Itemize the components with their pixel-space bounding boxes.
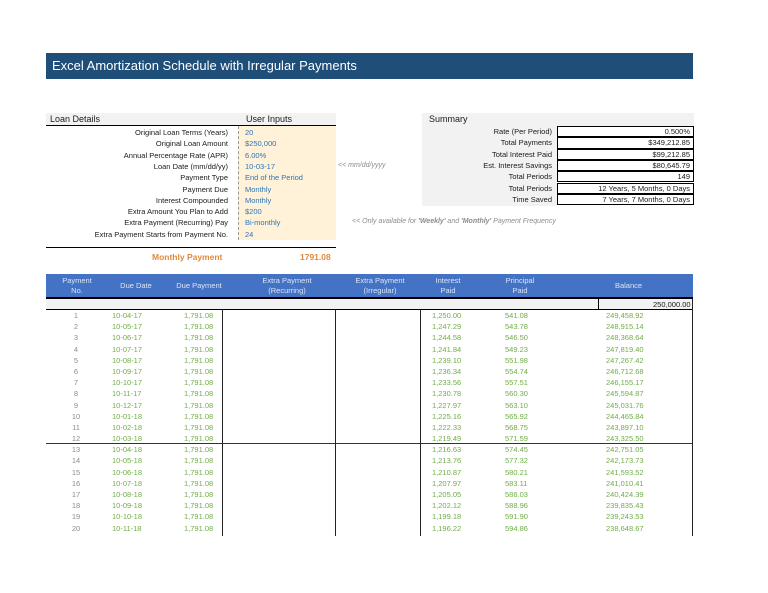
loan-detail-input[interactable]: $200 xyxy=(245,207,262,217)
due-payment-cell[interactable]: 1,791.08 xyxy=(184,445,214,455)
loan-detail-row xyxy=(46,172,336,183)
column-header[interactable]: Payment No. xyxy=(62,275,92,295)
balance-cell[interactable]: 238,648.67 xyxy=(606,523,644,533)
interest-paid-cell[interactable]: 1,210.87 xyxy=(432,467,462,477)
table-row xyxy=(46,455,693,466)
balance-cell[interactable]: 245,594.87 xyxy=(606,389,644,399)
due-date-cell[interactable]: 10-09-17 xyxy=(112,366,143,376)
balance-cell[interactable]: 248,915.14 xyxy=(606,322,644,332)
balance-cell[interactable]: 248,368.64 xyxy=(606,333,644,343)
loan-detail-label: Payment Type xyxy=(180,173,228,183)
loan-detail-label: Original Loan Amount xyxy=(155,139,228,149)
table-row xyxy=(46,400,693,411)
loan-detail-row xyxy=(46,229,336,240)
payment-no-cell[interactable]: 3 xyxy=(73,333,79,343)
interest-paid-cell[interactable]: 1,222.33 xyxy=(432,422,462,432)
summary-row xyxy=(422,126,694,137)
payment-no-cell[interactable]: 4 xyxy=(73,344,79,354)
loan-detail-input[interactable]: Bi-monthly xyxy=(245,218,281,228)
due-date-cell[interactable]: 10-08-17 xyxy=(112,355,143,365)
summary-row xyxy=(422,137,694,148)
loan-detail-label: Annual Percentage Rate (APR) xyxy=(123,150,228,160)
principal-paid-cell[interactable]: 554.74 xyxy=(505,366,528,376)
principal-paid-cell[interactable]: 574.45 xyxy=(505,445,528,455)
balance-cell[interactable]: 249,458.92 xyxy=(606,311,644,320)
grid-line xyxy=(692,299,693,536)
due-date-cell[interactable]: 10-07-17 xyxy=(112,344,143,354)
summary-row xyxy=(422,183,694,194)
loan-detail-input[interactable]: Monthly xyxy=(245,184,272,194)
due-payment-cell[interactable]: 1,791.08 xyxy=(184,366,214,376)
principal-paid-cell[interactable]: 565.92 xyxy=(505,411,528,421)
due-payment-cell[interactable]: 1,791.08 xyxy=(184,389,214,399)
table-row xyxy=(46,478,693,489)
loan-detail-label: Payment Due xyxy=(182,184,228,194)
monthly-payment-value[interactable]: 1791.08 xyxy=(300,252,331,262)
loan-detail-row xyxy=(46,127,336,138)
interest-paid-cell[interactable]: 1,219.49 xyxy=(432,434,462,444)
payment-no-cell[interactable]: 9 xyxy=(73,400,79,410)
sheet-title: Excel Amortization Schedule with Irregular Payments xyxy=(46,53,693,79)
principal-paid-cell[interactable]: 568.75 xyxy=(505,422,528,432)
table-row xyxy=(46,377,693,388)
due-date-cell[interactable]: 10-03-18 xyxy=(112,434,143,444)
due-payment-cell[interactable]: 1,791.08 xyxy=(184,311,214,320)
table-row xyxy=(46,332,693,343)
table-row xyxy=(46,444,693,455)
table-row xyxy=(46,467,693,478)
interest-paid-cell[interactable]: 1,239.10 xyxy=(432,355,462,365)
summary-row xyxy=(422,171,694,182)
payment-no-cell[interactable]: 17 xyxy=(71,490,81,499)
due-payment-cell[interactable]: 1,791.08 xyxy=(184,512,214,522)
loan-detail-label: Extra Amount You Plan to Add xyxy=(127,207,228,217)
balance-cell[interactable]: 243,325.50 xyxy=(606,434,644,444)
due-date-cell[interactable]: 10-01-18 xyxy=(112,411,143,421)
balance-cell[interactable]: 243,897.10 xyxy=(606,422,644,432)
table-row xyxy=(46,388,693,399)
summary-value[interactable]: 149 xyxy=(557,171,694,182)
due-date-cell[interactable]: 10-08-18 xyxy=(112,490,143,499)
table-row xyxy=(46,355,693,366)
payment-no-cell[interactable]: 7 xyxy=(73,378,79,388)
due-payment-cell[interactable]: 1,791.08 xyxy=(184,355,214,365)
column-header[interactable]: Interest Paid xyxy=(435,275,461,295)
loan-detail-label: Original Loan Terms (Years) xyxy=(135,128,228,137)
principal-paid-cell[interactable]: 583.11 xyxy=(505,478,528,488)
loan-detail-input[interactable]: $250,000 xyxy=(245,139,277,149)
interest-paid-cell[interactable]: 1,213.76 xyxy=(432,456,462,466)
principal-paid-cell[interactable]: 543.78 xyxy=(505,322,528,332)
summary-label: Total Periods xyxy=(508,183,552,193)
loan-detail-input[interactable]: 10-03-17 xyxy=(245,161,276,171)
column-header[interactable]: Extra Payment (Irregular) xyxy=(355,275,405,295)
payment-no-cell[interactable]: 14 xyxy=(71,456,81,466)
table-row xyxy=(46,411,693,422)
due-payment-cell[interactable]: 1,791.08 xyxy=(184,467,214,477)
due-payment-cell[interactable]: 1,791.08 xyxy=(184,322,214,332)
due-payment-cell[interactable]: 1,791.08 xyxy=(184,333,214,343)
opening-balance-row xyxy=(46,299,693,310)
interest-paid-cell[interactable]: 1,207.97 xyxy=(432,478,462,488)
table-row xyxy=(46,366,693,377)
column-header[interactable]: Due Date xyxy=(120,280,152,290)
opening-balance[interactable]: 250,000.00 xyxy=(598,299,739,310)
summary-label: Time Saved xyxy=(512,194,552,204)
interest-paid-cell[interactable]: 1,236.34 xyxy=(432,366,462,376)
payment-no-cell[interactable]: 6 xyxy=(73,366,79,376)
payment-no-cell[interactable]: 1 xyxy=(73,311,79,320)
due-date-cell[interactable]: 10-02-18 xyxy=(112,422,143,432)
loan-detail-row xyxy=(46,195,336,206)
monthly-payment-label: Monthly Payment xyxy=(152,252,223,262)
principal-paid-cell[interactable]: 571.59 xyxy=(505,434,528,444)
loan-detail-row xyxy=(46,206,336,217)
summary-value[interactable]: 7 Years, 7 Months, 0 Days xyxy=(557,194,694,205)
principal-paid-cell[interactable]: 560.30 xyxy=(505,389,528,399)
date-format-note: << mm/dd/yyyy xyxy=(338,162,386,169)
interest-paid-cell[interactable]: 1,250.00 xyxy=(432,311,462,320)
interest-paid-cell[interactable]: 1,230.78 xyxy=(432,389,462,399)
summary-label: Total Interest Paid xyxy=(491,149,552,159)
balance-cell[interactable]: 241,010.41 xyxy=(606,478,644,488)
payment-no-cell[interactable]: 15 xyxy=(71,467,81,477)
payment-no-cell[interactable]: 11 xyxy=(72,422,80,432)
due-payment-cell[interactable]: 1,791.08 xyxy=(184,434,214,444)
loan-detail-row xyxy=(46,150,336,161)
balance-cell[interactable]: 239,835.43 xyxy=(606,501,644,511)
column-header[interactable]: Balance xyxy=(614,280,643,290)
summary-label: Total Payments xyxy=(500,138,552,148)
summary-row xyxy=(422,194,694,205)
payment-no-cell[interactable]: 12 xyxy=(71,434,81,444)
interest-paid-cell[interactable]: 1,227.97 xyxy=(432,400,462,410)
due-date-cell[interactable]: 10-12-17 xyxy=(112,400,143,410)
due-date-cell[interactable]: 10-10-18 xyxy=(112,512,143,522)
loan-detail-label: Interest Compounded xyxy=(155,195,228,205)
payment-no-cell[interactable]: 19 xyxy=(71,512,81,522)
principal-paid-cell[interactable]: 580.21 xyxy=(505,467,528,477)
summary-label: Est. Interest Savings xyxy=(483,160,552,170)
table-row xyxy=(46,523,693,534)
principal-paid-cell[interactable]: 586.03 xyxy=(505,490,528,499)
balance-cell[interactable]: 247,819.40 xyxy=(606,344,644,354)
frequency-note: << Only available for 'Weekly' and 'Monthly' Payment Frequency xyxy=(352,218,556,225)
interest-paid-cell[interactable]: 1,233.56 xyxy=(432,378,462,388)
table-row xyxy=(46,310,693,321)
loan-detail-label: Extra Payment (Recurring) Pay xyxy=(124,218,228,228)
summary-row xyxy=(422,149,694,160)
interest-paid-cell[interactable]: 1,199.18 xyxy=(432,512,462,522)
principal-paid-cell[interactable]: 541.08 xyxy=(505,311,528,320)
due-payment-cell[interactable]: 1,791.08 xyxy=(184,478,214,488)
table-row xyxy=(46,422,693,433)
loan-detail-input[interactable]: Monthly xyxy=(245,195,272,205)
principal-paid-cell[interactable]: 546.50 xyxy=(505,333,528,343)
loan-details-header xyxy=(46,113,336,126)
column-header[interactable]: Principal Paid xyxy=(505,275,535,295)
table-row xyxy=(46,489,693,500)
schedule-table-header xyxy=(46,274,693,299)
payment-no-cell[interactable]: 20 xyxy=(71,523,81,533)
due-date-cell[interactable]: 10-06-18 xyxy=(112,467,143,477)
table-row xyxy=(46,321,693,332)
loan-detail-label: Loan Date (mm/dd/yy) xyxy=(153,161,228,171)
payment-no-cell[interactable]: 8 xyxy=(73,389,79,399)
due-date-cell[interactable]: 10-11-17 xyxy=(112,389,142,399)
schedule-table-body xyxy=(46,310,693,534)
balance-cell[interactable]: 241,593.52 xyxy=(606,467,644,477)
summary-label: Total Periods xyxy=(508,172,552,182)
summary-label: Rate (Per Period) xyxy=(493,127,552,136)
due-date-cell[interactable]: 10-09-18 xyxy=(112,501,143,511)
due-payment-cell[interactable]: 1,791.08 xyxy=(184,456,214,466)
summary-value[interactable]: 12 Years, 5 Months, 0 Days xyxy=(557,183,694,194)
due-date-cell[interactable]: 10-05-18 xyxy=(112,456,143,466)
interest-paid-cell[interactable]: 1,241.84 xyxy=(432,344,462,354)
interest-paid-cell[interactable]: 1,205.05 xyxy=(432,490,462,499)
user-inputs-heading: User Inputs xyxy=(246,114,293,124)
loan-detail-row xyxy=(46,138,336,149)
payment-no-cell[interactable]: 10 xyxy=(71,411,81,421)
balance-cell[interactable]: 242,751.05 xyxy=(606,445,644,455)
table-row xyxy=(46,344,693,355)
column-header[interactable]: Extra Payment (Recurring) xyxy=(262,275,312,295)
summary-value[interactable]: $349,212.85 xyxy=(557,137,694,148)
due-payment-cell[interactable]: 1,791.08 xyxy=(184,523,214,533)
due-date-cell[interactable]: 10-04-17 xyxy=(112,311,143,320)
summary-value[interactable]: $99,212.85 xyxy=(557,149,694,160)
loan-detail-input[interactable]: 6.00% xyxy=(245,150,267,160)
loan-detail-input[interactable]: 20 xyxy=(245,128,254,137)
loan-details-heading: Loan Details xyxy=(50,114,101,124)
principal-paid-cell[interactable]: 588.96 xyxy=(505,501,528,511)
principal-paid-cell[interactable]: 591.90 xyxy=(505,512,528,522)
due-payment-cell[interactable]: 1,791.08 xyxy=(184,422,214,432)
divider xyxy=(46,247,336,248)
principal-paid-cell[interactable]: 549.23 xyxy=(505,344,528,354)
column-header[interactable]: Due Payment xyxy=(176,280,222,290)
due-payment-cell[interactable]: 1,791.08 xyxy=(184,501,214,511)
due-date-cell[interactable]: 10-10-17 xyxy=(112,378,143,388)
due-date-cell[interactable]: 10-04-18 xyxy=(112,445,143,455)
principal-paid-cell[interactable]: 594.86 xyxy=(505,523,528,533)
grid-line xyxy=(420,310,421,536)
balance-cell[interactable]: 244,465.84 xyxy=(606,411,644,421)
due-payment-cell[interactable]: 1,791.08 xyxy=(184,400,214,410)
interest-paid-cell[interactable]: 1,202.12 xyxy=(432,501,462,511)
balance-cell[interactable]: 239,243.53 xyxy=(606,512,644,522)
due-payment-cell[interactable]: 1,791.08 xyxy=(184,411,214,421)
due-payment-cell[interactable]: 1,791.08 xyxy=(184,344,214,354)
principal-paid-cell[interactable]: 563.10 xyxy=(505,400,528,410)
loan-detail-row xyxy=(46,184,336,195)
loan-detail-label: Extra Payment Starts from Payment No. xyxy=(94,229,228,239)
principal-paid-cell[interactable]: 577.32 xyxy=(505,456,528,466)
summary-row xyxy=(422,160,694,171)
interest-paid-cell[interactable]: 1,225.16 xyxy=(432,411,462,421)
interest-paid-cell[interactable]: 1,244.58 xyxy=(432,333,462,343)
loan-detail-input[interactable]: 24 xyxy=(245,229,254,239)
due-date-cell[interactable]: 10-06-17 xyxy=(112,333,143,343)
due-date-cell[interactable]: 10-05-17 xyxy=(112,322,143,332)
balance-cell[interactable]: 242,173.73 xyxy=(606,456,644,466)
due-payment-cell[interactable]: 1,791.08 xyxy=(184,490,214,499)
payment-no-cell[interactable]: 18 xyxy=(71,501,81,511)
interest-paid-cell[interactable]: 1,216.63 xyxy=(432,445,462,455)
loan-detail-input[interactable]: End of the Period xyxy=(245,173,303,183)
principal-paid-cell[interactable]: 551.98 xyxy=(505,355,528,365)
balance-cell[interactable]: 246,155.17 xyxy=(606,378,644,388)
principal-paid-cell[interactable]: 557.51 xyxy=(505,378,528,388)
table-row xyxy=(46,500,693,511)
interest-paid-cell[interactable]: 1,196.22 xyxy=(432,523,462,533)
due-date-cell[interactable]: 10-11-18 xyxy=(112,523,142,533)
interest-paid-cell[interactable]: 1,247.29 xyxy=(432,322,462,332)
due-date-cell[interactable]: 10-07-18 xyxy=(112,478,143,488)
balance-cell[interactable]: 240,424.39 xyxy=(606,490,644,499)
summary-value[interactable]: $80,645.79 xyxy=(557,160,694,171)
loan-detail-row xyxy=(46,217,336,228)
grid-line xyxy=(222,310,223,536)
balance-cell[interactable]: 247,267.42 xyxy=(606,355,644,365)
loan-detail-row xyxy=(46,161,336,172)
table-row xyxy=(46,511,693,522)
grid-line xyxy=(335,310,336,536)
payment-no-cell[interactable]: 16 xyxy=(71,478,81,488)
payment-no-cell[interactable]: 2 xyxy=(73,322,79,332)
balance-cell[interactable]: 246,712.68 xyxy=(606,366,644,376)
due-payment-cell[interactable]: 1,791.08 xyxy=(184,378,214,388)
summary-value[interactable]: 0.500% xyxy=(557,126,694,137)
payment-no-cell[interactable]: 5 xyxy=(73,355,79,365)
summary-header: Summary xyxy=(422,113,694,126)
payment-no-cell[interactable]: 13 xyxy=(71,445,81,455)
table-row xyxy=(46,433,693,444)
balance-cell[interactable]: 245,031.76 xyxy=(606,400,644,410)
